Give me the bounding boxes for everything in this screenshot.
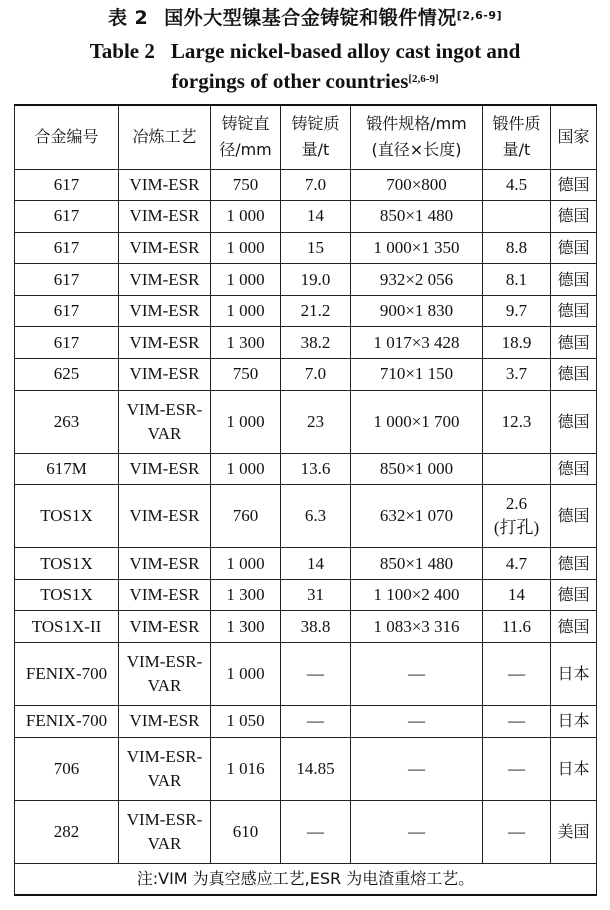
header-alloy: 合金编号 <box>15 105 119 169</box>
cell-alloy: TOS1X <box>15 579 119 611</box>
cell-process: VIM-ESR <box>119 485 211 548</box>
cell-alloy: 617 <box>15 327 119 359</box>
cell-alloy: FENIX-700 <box>15 706 119 738</box>
cell-ingot-diameter: 1 000 <box>211 201 281 233</box>
cell-forging-mass: 2.6 (打孔) <box>483 485 551 548</box>
table-row <box>15 201 597 233</box>
cell-country: 德国 <box>551 611 597 643</box>
table-title-zh <box>0 4 610 32</box>
cell-forging-spec: 850×1 480 <box>351 201 483 233</box>
cell-ingot-mass: — <box>281 643 351 706</box>
cell-alloy: 625 <box>15 359 119 391</box>
cell-ingot-mass: 19.0 <box>281 264 351 296</box>
table-row <box>15 169 597 201</box>
cell-ingot-mass: 23 <box>281 390 351 453</box>
cell-country: 日本 <box>551 737 597 800</box>
table-row <box>15 295 597 327</box>
cell-process: VIM-ESR <box>119 579 211 611</box>
cell-process: VIM-ESR <box>119 359 211 391</box>
cell-forging-spec: 932×2 056 <box>351 264 483 296</box>
cell-forging-mass: — <box>483 706 551 738</box>
cell-alloy: 263 <box>15 390 119 453</box>
table-row <box>15 643 597 706</box>
cell-alloy: 617 <box>15 232 119 264</box>
cell-forging-spec: 1 017×3 428 <box>351 327 483 359</box>
cell-ingot-mass: — <box>281 800 351 863</box>
cell-forging-spec: 1 100×2 400 <box>351 579 483 611</box>
cell-ingot-diameter: 610 <box>211 800 281 863</box>
cell-process: VIM-ESR <box>119 453 211 485</box>
header-forging-spec: 锻件规格/mm (直径×长度) <box>351 105 483 169</box>
cell-process: VIM-ESR- VAR <box>119 800 211 863</box>
cell-country: 美国 <box>551 800 597 863</box>
cell-ingot-mass: 6.3 <box>281 485 351 548</box>
cell-process: VIM-ESR <box>119 169 211 201</box>
table-row <box>15 264 597 296</box>
header-ingot-diameter: 铸锭直 径/mm <box>211 105 281 169</box>
cell-alloy: 617 <box>15 169 119 201</box>
cell-alloy: 617 <box>15 201 119 233</box>
cell-forging-spec: — <box>351 643 483 706</box>
cell-process: VIM-ESR <box>119 264 211 296</box>
reference-en: [2,6-9] <box>408 73 439 85</box>
cell-alloy: FENIX-700 <box>15 643 119 706</box>
cell-alloy: 282 <box>15 800 119 863</box>
cell-country: 德国 <box>551 169 597 201</box>
table-row <box>15 579 597 611</box>
table-header-row <box>15 105 597 169</box>
table-row <box>15 390 597 453</box>
cell-forging-spec: 850×1 480 <box>351 548 483 580</box>
cell-alloy: TOS1X-II <box>15 611 119 643</box>
cell-ingot-mass: 38.8 <box>281 611 351 643</box>
cell-country: 德国 <box>551 232 597 264</box>
cell-ingot-diameter: 1 000 <box>211 232 281 264</box>
cell-ingot-diameter: 1 300 <box>211 611 281 643</box>
cell-forging-spec: 710×1 150 <box>351 359 483 391</box>
cell-forging-mass: 14 <box>483 579 551 611</box>
cell-forging-spec: 1 083×3 316 <box>351 611 483 643</box>
cell-forging-mass: 8.1 <box>483 264 551 296</box>
cell-forging-spec: 1 000×1 700 <box>351 390 483 453</box>
alloy-table <box>14 104 597 896</box>
table-note: 注:VIM 为真空感应工艺,ESR 为电渣重熔工艺。 <box>15 863 597 895</box>
cell-alloy: 617 <box>15 264 119 296</box>
header-country: 国家 <box>551 105 597 169</box>
cell-ingot-diameter: 1 000 <box>211 453 281 485</box>
cell-forging-mass: — <box>483 800 551 863</box>
cell-ingot-diameter: 1 050 <box>211 706 281 738</box>
cell-ingot-diameter: 760 <box>211 485 281 548</box>
header-forging-mass: 锻件质 量/t <box>483 105 551 169</box>
cell-alloy: 617 <box>15 295 119 327</box>
cell-forging-spec: — <box>351 706 483 738</box>
table-row <box>15 232 597 264</box>
cell-forging-mass: 12.3 <box>483 390 551 453</box>
table-note-row <box>15 863 597 895</box>
cell-ingot-mass: 38.2 <box>281 327 351 359</box>
cell-forging-mass <box>483 453 551 485</box>
cell-ingot-mass: 15 <box>281 232 351 264</box>
cell-forging-spec: 900×1 830 <box>351 295 483 327</box>
header-ingot-mass: 铸锭质 量/t <box>281 105 351 169</box>
cell-country: 德国 <box>551 453 597 485</box>
cell-forging-mass: 11.6 <box>483 611 551 643</box>
table-row <box>15 327 597 359</box>
cell-country: 德国 <box>551 295 597 327</box>
cell-ingot-mass: 7.0 <box>281 169 351 201</box>
cell-forging-spec: 1 000×1 350 <box>351 232 483 264</box>
cell-country: 德国 <box>551 390 597 453</box>
cell-forging-mass: 8.8 <box>483 232 551 264</box>
cell-forging-spec: 850×1 000 <box>351 453 483 485</box>
cell-forging-mass: 9.7 <box>483 295 551 327</box>
header-process: 冶炼工艺 <box>119 105 211 169</box>
table-row <box>15 611 597 643</box>
cell-country: 德国 <box>551 579 597 611</box>
cell-ingot-mass: 14 <box>281 201 351 233</box>
table-row <box>15 800 597 863</box>
table-row <box>15 548 597 580</box>
cell-process: VIM-ESR <box>119 327 211 359</box>
cell-process: VIM-ESR <box>119 548 211 580</box>
cell-forging-mass: — <box>483 643 551 706</box>
cell-process: VIM-ESR- VAR <box>119 643 211 706</box>
table-title-en-line1: Large nickel-based alloy cast ingot and <box>170 39 521 63</box>
cell-forging-mass: 3.7 <box>483 359 551 391</box>
cell-ingot-mass: 14.85 <box>281 737 351 800</box>
cell-country: 德国 <box>551 327 597 359</box>
cell-process: VIM-ESR- VAR <box>119 390 211 453</box>
reference-zh: [2,6-9] <box>456 9 503 22</box>
cell-country: 德国 <box>551 201 597 233</box>
cell-process: VIM-ESR <box>119 295 211 327</box>
cell-ingot-diameter: 1 000 <box>211 390 281 453</box>
cell-process: VIM-ESR <box>119 201 211 233</box>
cell-ingot-diameter: 1 016 <box>211 737 281 800</box>
cell-forging-spec: 700×800 <box>351 169 483 201</box>
table-title-en-line2: forgings of other countries <box>171 69 409 93</box>
cell-process: VIM-ESR <box>119 706 211 738</box>
cell-forging-mass: 4.7 <box>483 548 551 580</box>
cell-ingot-mass: 31 <box>281 579 351 611</box>
cell-process: VIM-ESR <box>119 611 211 643</box>
table-row <box>15 359 597 391</box>
cell-country: 日本 <box>551 643 597 706</box>
table-title-zh-text: 国外大型镍基合金铸锭和锻件情况 <box>164 7 457 29</box>
cell-forging-mass: — <box>483 737 551 800</box>
cell-country: 德国 <box>551 548 597 580</box>
cell-country: 德国 <box>551 264 597 296</box>
table-number-zh: 表 2 <box>107 7 149 29</box>
cell-ingot-diameter: 1 000 <box>211 295 281 327</box>
cell-ingot-diameter: 1 000 <box>211 264 281 296</box>
cell-forging-mass: 4.5 <box>483 169 551 201</box>
cell-country: 德国 <box>551 359 597 391</box>
table-row <box>15 453 597 485</box>
table-row <box>15 737 597 800</box>
cell-forging-spec: 632×1 070 <box>351 485 483 548</box>
table-number-en: Table 2 <box>89 39 155 63</box>
cell-ingot-diameter: 750 <box>211 169 281 201</box>
cell-forging-spec: — <box>351 800 483 863</box>
cell-forging-mass <box>483 201 551 233</box>
cell-ingot-mass: — <box>281 706 351 738</box>
cell-country: 日本 <box>551 706 597 738</box>
table-row <box>15 485 597 548</box>
cell-forging-spec: — <box>351 737 483 800</box>
cell-alloy: 617M <box>15 453 119 485</box>
cell-ingot-mass: 7.0 <box>281 359 351 391</box>
cell-forging-mass: 18.9 <box>483 327 551 359</box>
cell-ingot-mass: 13.6 <box>281 453 351 485</box>
cell-ingot-diameter: 1 000 <box>211 643 281 706</box>
cell-ingot-diameter: 1 000 <box>211 548 281 580</box>
cell-country: 德国 <box>551 485 597 548</box>
cell-alloy: TOS1X <box>15 548 119 580</box>
cell-process: VIM-ESR <box>119 232 211 264</box>
cell-ingot-mass: 21.2 <box>281 295 351 327</box>
cell-ingot-diameter: 1 300 <box>211 327 281 359</box>
cell-alloy: TOS1X <box>15 485 119 548</box>
cell-ingot-diameter: 750 <box>211 359 281 391</box>
cell-ingot-mass: 14 <box>281 548 351 580</box>
cell-ingot-diameter: 1 300 <box>211 579 281 611</box>
cell-process: VIM-ESR- VAR <box>119 737 211 800</box>
table-title-en <box>0 36 610 96</box>
cell-alloy: 706 <box>15 737 119 800</box>
table-row <box>15 706 597 738</box>
